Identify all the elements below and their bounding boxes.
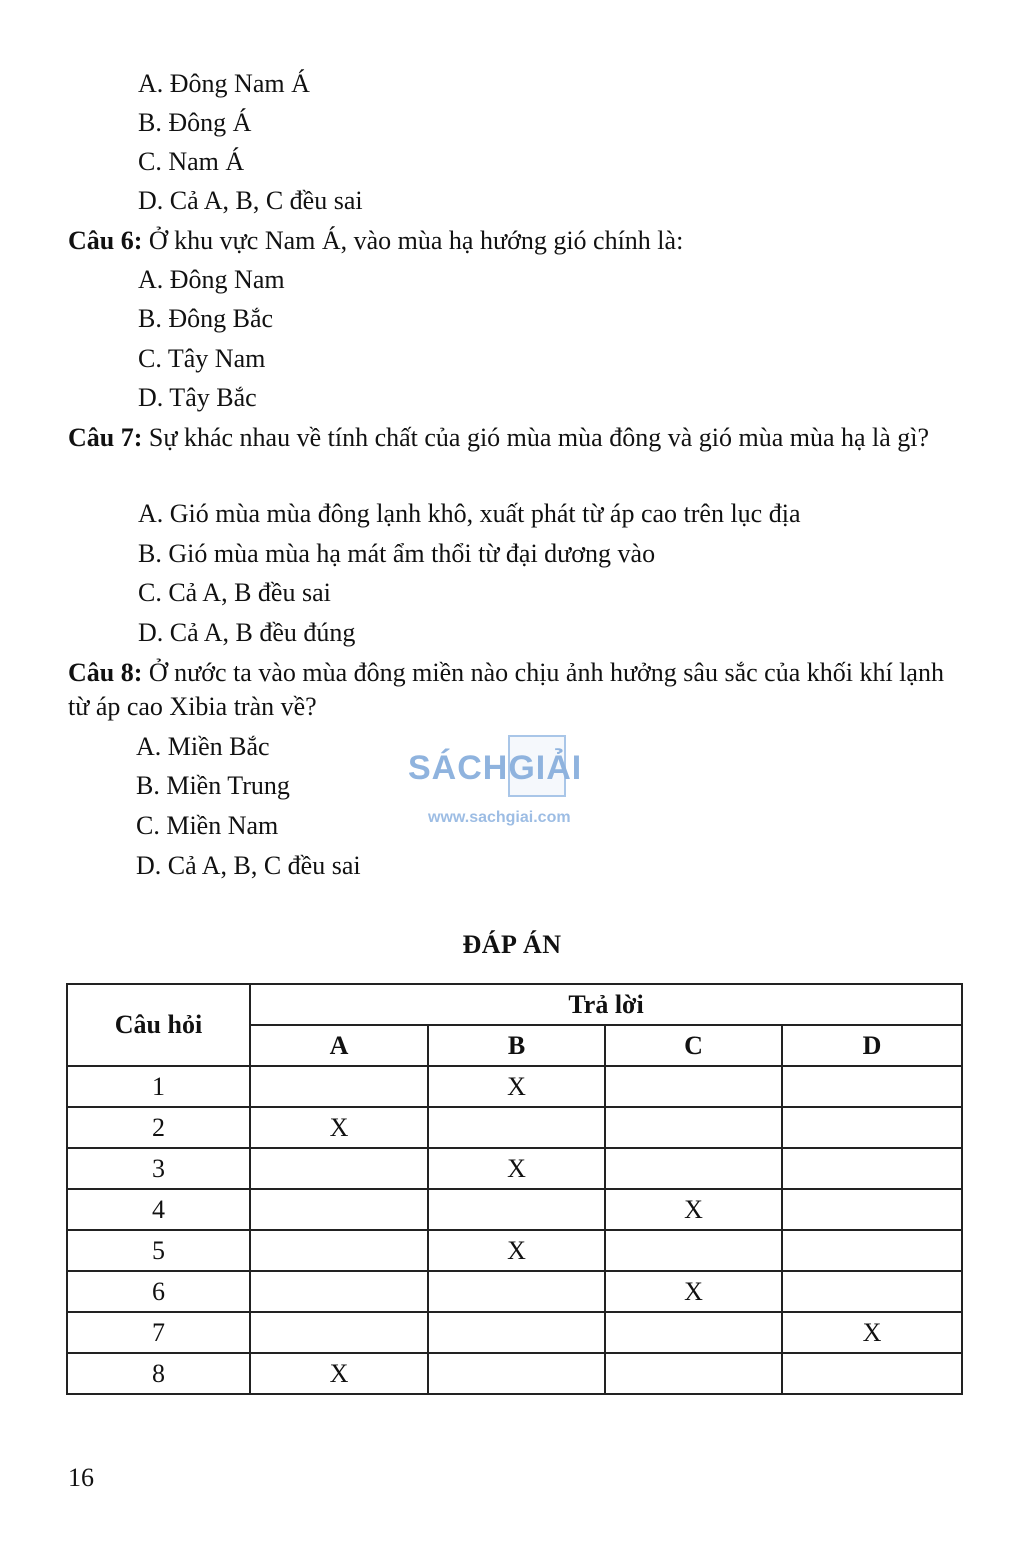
q8-option-b: B. Miền Trung [136, 771, 290, 800]
answer-cell [782, 1189, 962, 1230]
answer-cell: X [428, 1148, 605, 1189]
table-row [67, 1353, 962, 1394]
question-8-label: Câu 8: [68, 658, 143, 687]
q7-option-c: C. Cả A, B đều sai [138, 578, 331, 607]
row-number: 4 [67, 1189, 250, 1230]
q6-option-b: B. Đông Bắc [138, 304, 274, 333]
q8-option-d: D. Cả A, B, C đều sai [136, 851, 361, 880]
answer-cell [428, 1107, 605, 1148]
header-col-c: C [605, 1025, 782, 1066]
answer-cell [605, 1066, 782, 1107]
answer-cell [428, 1271, 605, 1312]
header-col-b: B [428, 1025, 605, 1066]
row-number: 7 [67, 1312, 250, 1353]
table-row [67, 1148, 962, 1189]
answer-cell: X [428, 1230, 605, 1271]
answer-cell [428, 1189, 605, 1230]
answer-cell: X [250, 1353, 428, 1394]
answer-cell [605, 1353, 782, 1394]
q5-option-d: D. Cả A, B, C đều sai [138, 186, 363, 215]
header-col-d: D [782, 1025, 962, 1066]
answer-cell [250, 1189, 428, 1230]
row-number: 6 [67, 1271, 250, 1312]
row-number: 5 [67, 1230, 250, 1271]
q5-option-a: A. Đông Nam Á [138, 69, 310, 98]
answer-cell [605, 1107, 782, 1148]
row-number: 2 [67, 1107, 250, 1148]
q6-option-c: C. Tây Nam [138, 344, 266, 373]
q7-option-a: A. Gió mùa mùa đông lạnh khô, xuất phát từ áp cao trên lục địa [138, 499, 801, 528]
answer-cell: X [428, 1066, 605, 1107]
table-row [67, 1066, 962, 1107]
question-6 [68, 224, 968, 258]
q6-option-a: A. Đông Nam [138, 265, 285, 294]
question-7 [68, 421, 968, 455]
watermark-logo [408, 735, 618, 835]
answer-cell [782, 1107, 962, 1148]
answer-cell [605, 1230, 782, 1271]
q8-option-a: A. Miền Bắc [136, 732, 270, 761]
question-8-text: Ở nước ta vào mùa đông miền nào chịu ảnh hưởng sâu sắc của khối khí lạnh từ áp cao Xibia tràn về? [68, 658, 944, 721]
question-6-label: Câu 6: [68, 226, 143, 255]
answer-cell [605, 1148, 782, 1189]
page-number: 16 [68, 1463, 94, 1492]
q5-option-b: B. Đông Á [138, 108, 252, 137]
table-row [67, 1107, 962, 1148]
q7-option-d: D. Cả A, B đều đúng [138, 618, 356, 647]
answer-cell: X [782, 1312, 962, 1353]
question-7-label: Câu 7: [68, 423, 143, 452]
answer-cell [782, 1353, 962, 1394]
row-number: 3 [67, 1148, 250, 1189]
q6-option-d: D. Tây Bắc [138, 383, 257, 412]
answer-cell [428, 1353, 605, 1394]
question-6-text: Ở khu vực Nam Á, vào mùa hạ hướng gió chính là: [142, 226, 684, 255]
answer-cell [250, 1312, 428, 1353]
answer-cell [250, 1066, 428, 1107]
answer-cell: X [605, 1189, 782, 1230]
answer-cell [782, 1230, 962, 1271]
answer-cell [250, 1271, 428, 1312]
row-number: 1 [67, 1066, 250, 1107]
question-7-text: Sự khác nhau về tính chất của gió mùa mùa đông và gió mùa mùa hạ là gì? [142, 423, 930, 452]
q5-option-c: C. Nam Á [138, 147, 245, 176]
answer-cell: X [250, 1107, 428, 1148]
answer-cell [250, 1148, 428, 1189]
table-row [67, 1230, 962, 1271]
header-question: Câu hỏi [67, 984, 250, 1066]
answer-cell [428, 1312, 605, 1353]
answer-table [66, 983, 963, 1395]
watermark-text: SÁCHGIẢI [408, 749, 583, 787]
answer-cell [782, 1148, 962, 1189]
answer-cell [782, 1066, 962, 1107]
watermark-url: www.sachgiai.com [428, 809, 571, 826]
header-col-a: A [250, 1025, 428, 1066]
answer-cell: X [605, 1271, 782, 1312]
row-number: 8 [67, 1353, 250, 1394]
q8-option-c: C. Miền Nam [136, 811, 279, 840]
answer-cell [605, 1312, 782, 1353]
table-row [67, 1312, 962, 1353]
answer-title: ĐÁP ÁN [462, 930, 562, 959]
header-answer: Trả lời [250, 984, 962, 1025]
q7-option-b: B. Gió mùa mùa hạ mát ẩm thổi từ đại dương vào [138, 539, 656, 568]
answer-cell [250, 1230, 428, 1271]
question-8 [68, 656, 968, 724]
table-row [67, 1189, 962, 1230]
table-row [67, 1271, 962, 1312]
answer-cell [782, 1271, 962, 1312]
